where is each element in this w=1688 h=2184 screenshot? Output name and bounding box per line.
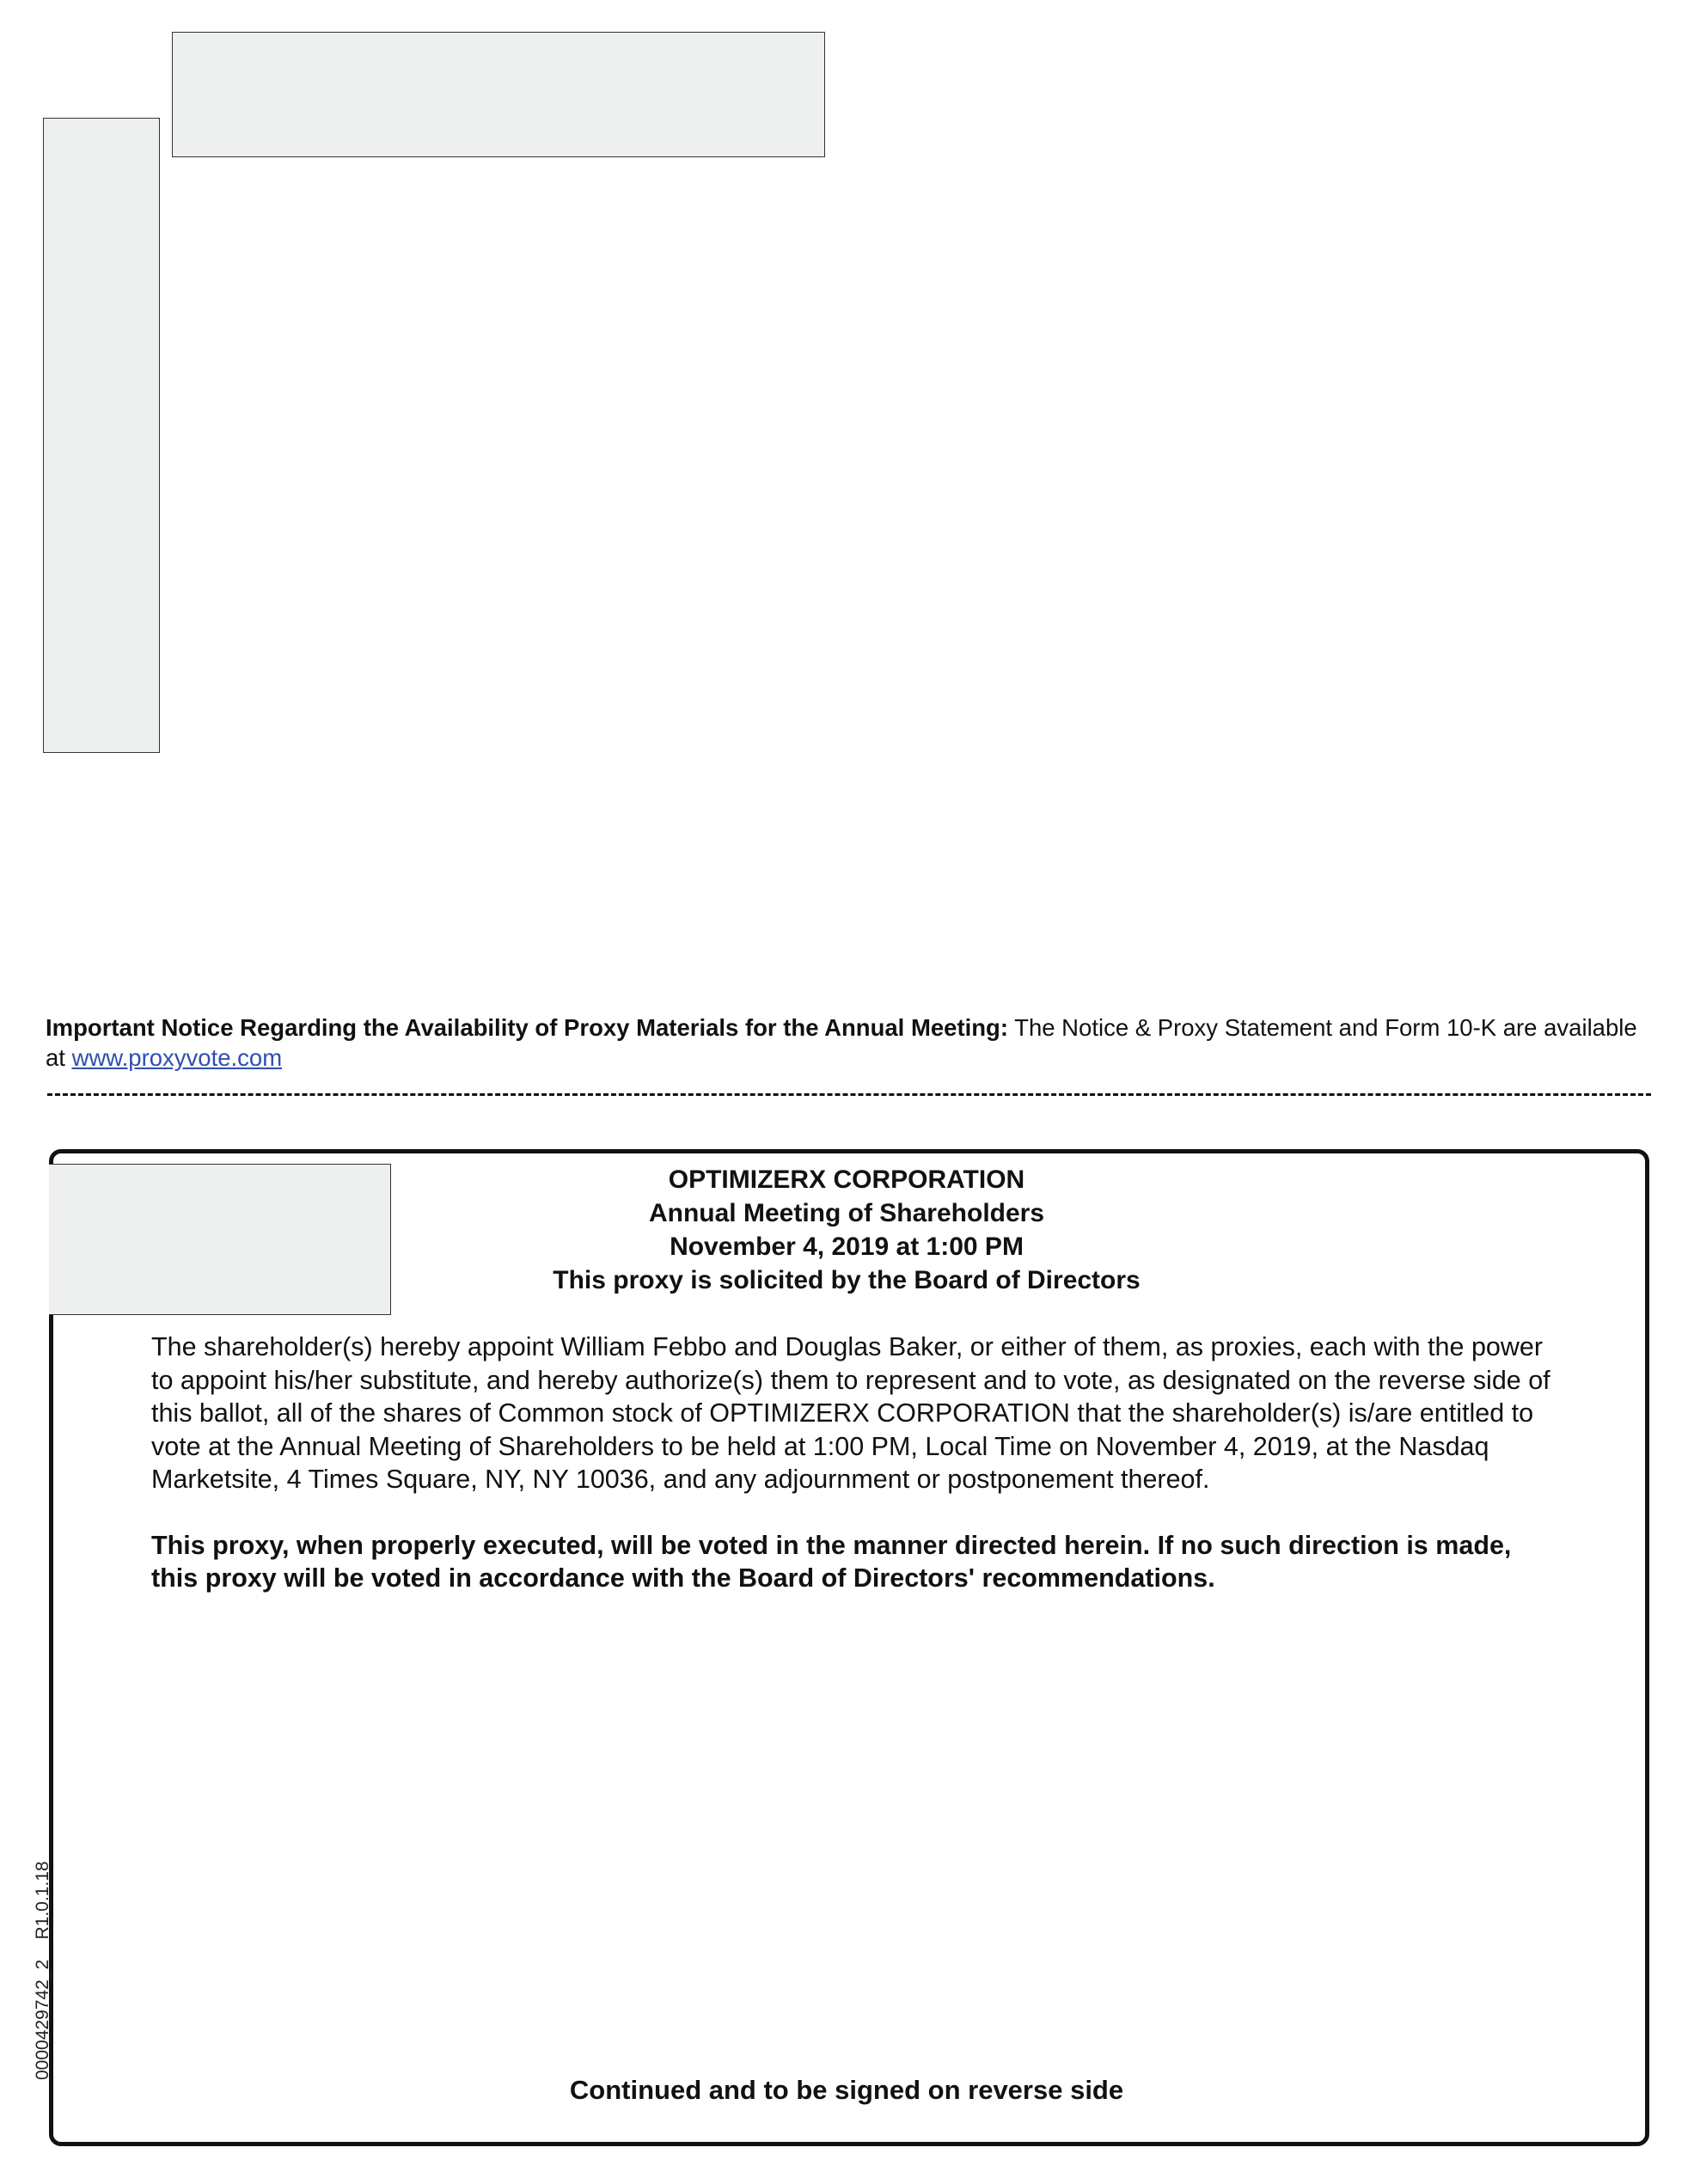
card-header xyxy=(395,1163,1298,1297)
tear-off-line xyxy=(47,1093,1651,1096)
document-code: 0000429742_2 R1.0.1.18 xyxy=(33,1861,52,2080)
voting-instructions-paragraph: This proxy, when properly executed, will be voted in the manner directed herein. If no such direction is made, this proxy will be voted in accordance with the Board of Directors' recommendations. xyxy=(151,1530,1512,1593)
meeting-title: Annual Meeting of Shareholders xyxy=(648,1199,1045,1227)
notice-text: The Notice & Proxy Statement and Form 10-K are available at xyxy=(46,1014,1637,1071)
proxyvote-link[interactable]: www.proxyvote.com xyxy=(71,1044,283,1071)
side-placeholder-box xyxy=(43,118,160,753)
meeting-date: November 4, 2019 at 1:00 PM xyxy=(670,1233,1024,1261)
proxy-materials-notice xyxy=(46,1012,1661,1073)
company-name: OPTIMIZERX CORPORATION xyxy=(668,1165,1025,1194)
address-placeholder-box xyxy=(172,32,825,157)
card-placeholder-box xyxy=(49,1164,391,1315)
continued-notice: Continued and to be signed on reverse side xyxy=(569,2075,1124,2105)
solicitation-line: This proxy is solicited by the Board of Directors xyxy=(553,1266,1141,1294)
appointment-paragraph: The shareholder(s) hereby appoint William Febbo and Douglas Baker, or either of them, as proxies, each with the power to appoint his/her substitute, and hereby authorize(s) them to represent and to vote, as designated on the reverse side of this ballot, all of the shares of Common stock of OPTIMIZERX CORPORATION that the shareholder(s) is/are entitled to vote at the Annual Meeting of Shareholders to be held at 1:00 PM, Local Time on November 4, 2019, at the Nasdaq Marketsite, 4 Times Square, NY, NY 10036, and any adjournment or postponement thereof. xyxy=(151,1332,1550,1494)
proxy-body xyxy=(151,1331,1561,1595)
notice-heading: Important Notice Regarding the Availability of Proxy Materials for the Annual Meeting: xyxy=(46,1014,1009,1041)
